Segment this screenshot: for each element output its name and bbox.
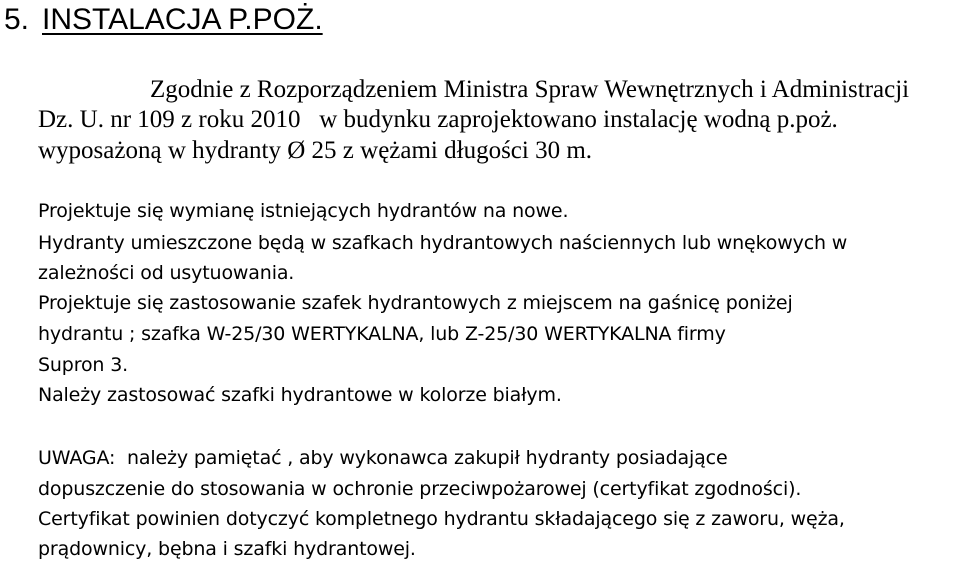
project-line-7: Należy zastosować szafki hydrantowe w kolorze białym.	[38, 384, 562, 406]
project-line-6: Supron 3.	[38, 354, 129, 376]
intro-line-1: Zgodnie z Rozporządzeniem Ministra Spraw Wewnętrznych i Administracji	[150, 76, 910, 103]
note-line-4: prądownicy, bębna i szafki hydrantowej.	[38, 538, 416, 560]
section-number: 5.	[4, 3, 30, 36]
project-line-4: Projektuje się zastosowanie szafek hydrantowych z miejscem na gaśnicę poniżej	[38, 292, 793, 314]
note-line-3: Certyfikat powinien dotyczyć kompletnego hydrantu składającego się z zaworu, węża,	[38, 508, 845, 530]
section-title: INSTALACJA P.POŻ.	[42, 3, 323, 36]
intro-line-3: wyposażoną w hydranty Ø 25 z wężami długości 30 m.	[38, 137, 593, 164]
project-line-1: Projektuje się wymianę istniejących hydrantów na nowe.	[38, 200, 569, 222]
note-line-2: dopuszczenie do stosowania w ochronie przeciwpożarowej (certyfikat zgodności).	[38, 478, 802, 500]
project-line-5: hydrantu ; szafka W-25/30 WERTYKALNA, lub Z-25/30 WERTYKALNA firmy	[38, 323, 726, 345]
intro-line-2: Dz. U. nr 109 z roku 2010 w budynku zaprojektowano instalację wodną p.poż.	[38, 106, 838, 133]
project-line-3: zależności od usytuowania.	[38, 262, 295, 284]
section-heading	[0, 2, 323, 38]
project-line-2: Hydranty umieszczone będą w szafkach hydrantowych naściennych lub wnękowych w	[38, 232, 848, 254]
note-line-1: UWAGA: należy pamiętać , aby wykonawca zakupił hydranty posiadające	[38, 447, 728, 469]
